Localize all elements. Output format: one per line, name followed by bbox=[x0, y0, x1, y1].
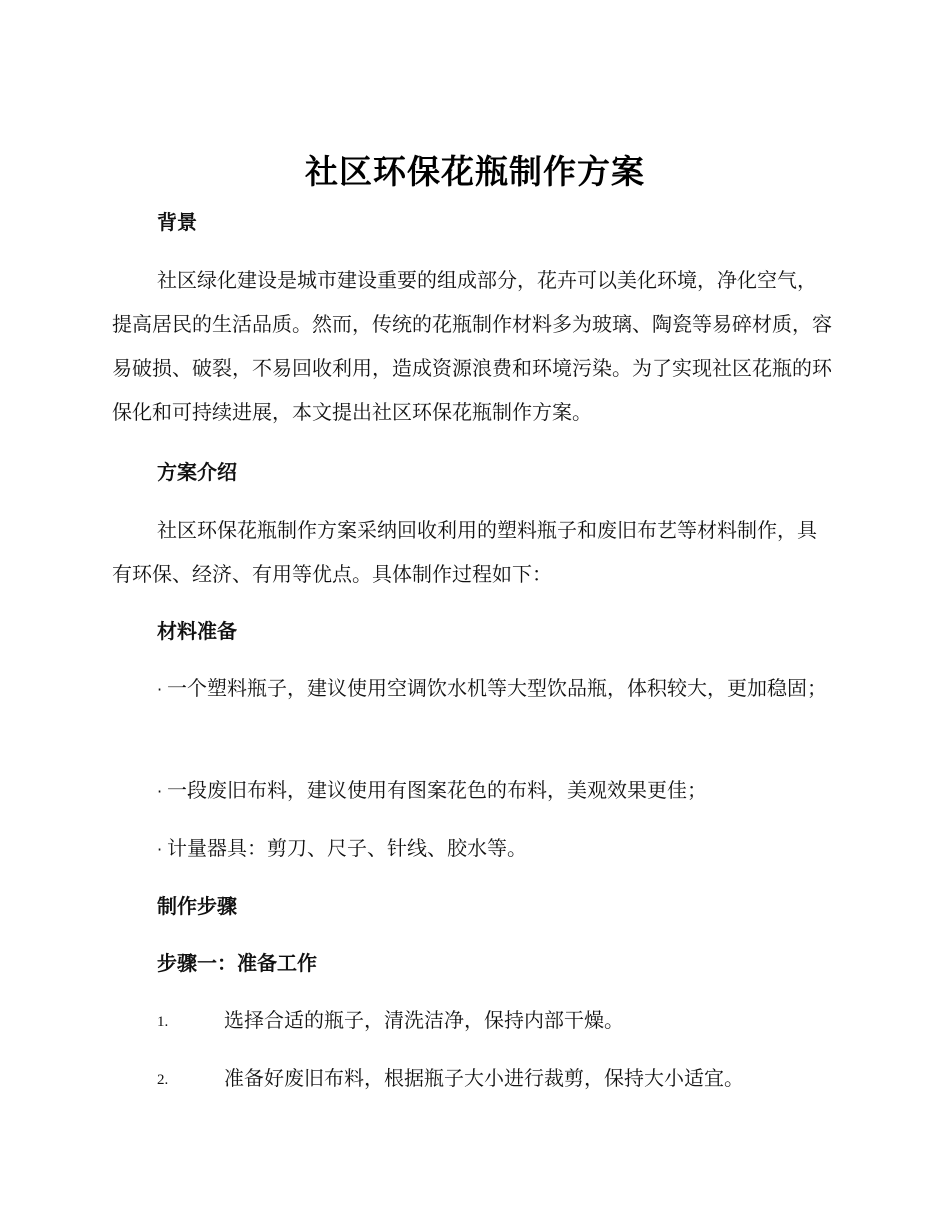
step-text: 选择合适的瓶子，清洗洁净，保持内部干燥。 bbox=[224, 1008, 624, 1032]
step-one-heading: 步骤一：准备工作 bbox=[157, 951, 317, 975]
step-number: 1. bbox=[157, 1014, 169, 1030]
section-heading-background: 背景 bbox=[157, 210, 197, 234]
materials-list-item bbox=[112, 768, 834, 814]
background-paragraph: 社区绿化建设是城市建设重要的组成部分，花卉可以美化环境，净化空气，提高居民的生活品质。然而，传统的花瓶制作材料多为玻璃、陶瓷等易碎材质，容易破损、破裂，不易回收利用，造成资源浪费和环境污染。为了实现社区花瓶的环保化和可持续进展，本文提出社区环保花瓶制作方案。 bbox=[112, 268, 832, 424]
bullet-icon: · bbox=[157, 680, 163, 699]
step-number: 2. bbox=[157, 1072, 169, 1088]
document-title: 社区环保花瓶制作方案 bbox=[305, 152, 645, 191]
section-heading-materials: 材料准备 bbox=[157, 619, 237, 643]
materials-item-text: 一个塑料瓶子，建议使用空调饮水机等大型饮品瓶，体积较大，更加稳固； bbox=[167, 676, 827, 700]
bullet-icon: · bbox=[157, 782, 163, 801]
step-text: 准备好废旧布料，根据瓶子大小进行裁剪，保持大小适宜。 bbox=[224, 1066, 744, 1090]
section-heading-steps: 制作步骤 bbox=[157, 894, 237, 918]
materials-list-item bbox=[112, 826, 834, 872]
materials-list-item bbox=[112, 666, 834, 712]
materials-item-text: 计量器具：剪刀、尺子、针线、胶水等。 bbox=[167, 836, 527, 860]
materials-item-text: 一段废旧布料，建议使用有图案花色的布料，美观效果更佳； bbox=[167, 778, 707, 802]
intro-paragraph: 社区环保花瓶制作方案采纳回收利用的塑料瓶子和废旧布艺等材料制作，具有环保、经济、有用等优点。具体制作过程如下： bbox=[112, 518, 817, 586]
section-heading-intro: 方案介绍 bbox=[157, 460, 237, 484]
bullet-icon: · bbox=[157, 840, 163, 859]
